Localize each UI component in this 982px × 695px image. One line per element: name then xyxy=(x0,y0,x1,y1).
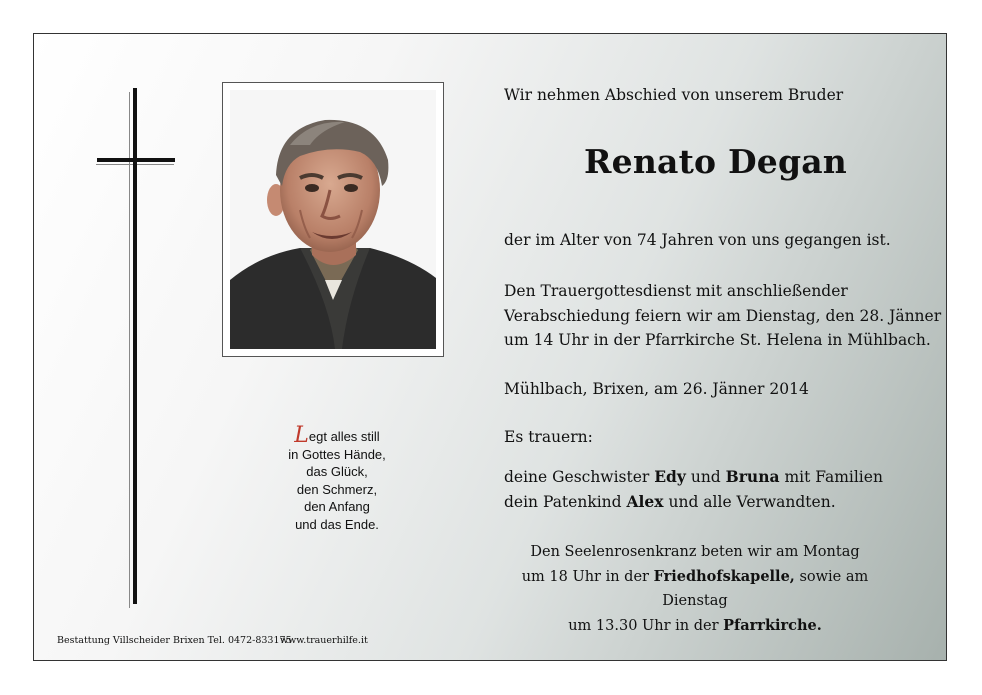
portrait-frame xyxy=(222,82,444,357)
portrait-photo xyxy=(230,90,436,349)
poem-line: Legt alles still xyxy=(294,423,380,448)
poem-line: den Schmerz, xyxy=(296,481,378,497)
rosary-line: Den Seelenrosenkranz beten wir am Montag xyxy=(530,544,860,560)
poem-line: in Gottes Hände, xyxy=(288,446,386,462)
service-info xyxy=(504,279,941,353)
poem xyxy=(262,423,412,533)
poem-line: und das Ende. xyxy=(295,516,379,532)
mourners-heading: Es trauern: xyxy=(504,428,593,446)
family-line: dein Patenkind Alex und alle Verwandten. xyxy=(504,491,836,511)
undertaker-info: Bestattung Villscheider Brixen Tel. 0472-833175 xyxy=(57,635,292,646)
rosary-line: um 13.30 Uhr in der Pfarrkirche. xyxy=(568,616,822,634)
service-line: Den Trauergottesdienst mit anschließender xyxy=(504,282,848,300)
poem-line: das Glück, xyxy=(306,464,368,479)
website-link[interactable]: www.trauerhilfe.it xyxy=(280,635,368,646)
rosary-line: um 18 Uhr in der Friedhofskapelle, sowie am Dienstag xyxy=(521,567,869,609)
family-line: deine Geschwister Edy und Bruna mit Familien xyxy=(504,467,883,486)
age-text: der im Alter von 74 Jahren von uns gegangen ist. xyxy=(504,231,891,249)
place-date: Mühlbach, Brixen, am 26. Jänner 2014 xyxy=(504,380,809,398)
deceased-name: Renato Degan xyxy=(584,142,848,181)
service-line: Verabschiedung feiern wir am Dienstag, den 28. Jänner xyxy=(504,306,942,325)
family-list xyxy=(504,465,883,514)
intro-text: Wir nehmen Abschied von unserem Bruder xyxy=(504,86,844,104)
poem-line: den Anfang xyxy=(304,499,370,514)
rosary-info xyxy=(490,540,900,638)
poem-initial: L xyxy=(294,423,309,448)
service-line: um 14 Uhr in der Pfarrkirche St. Helena in Mühlbach. xyxy=(504,331,931,349)
